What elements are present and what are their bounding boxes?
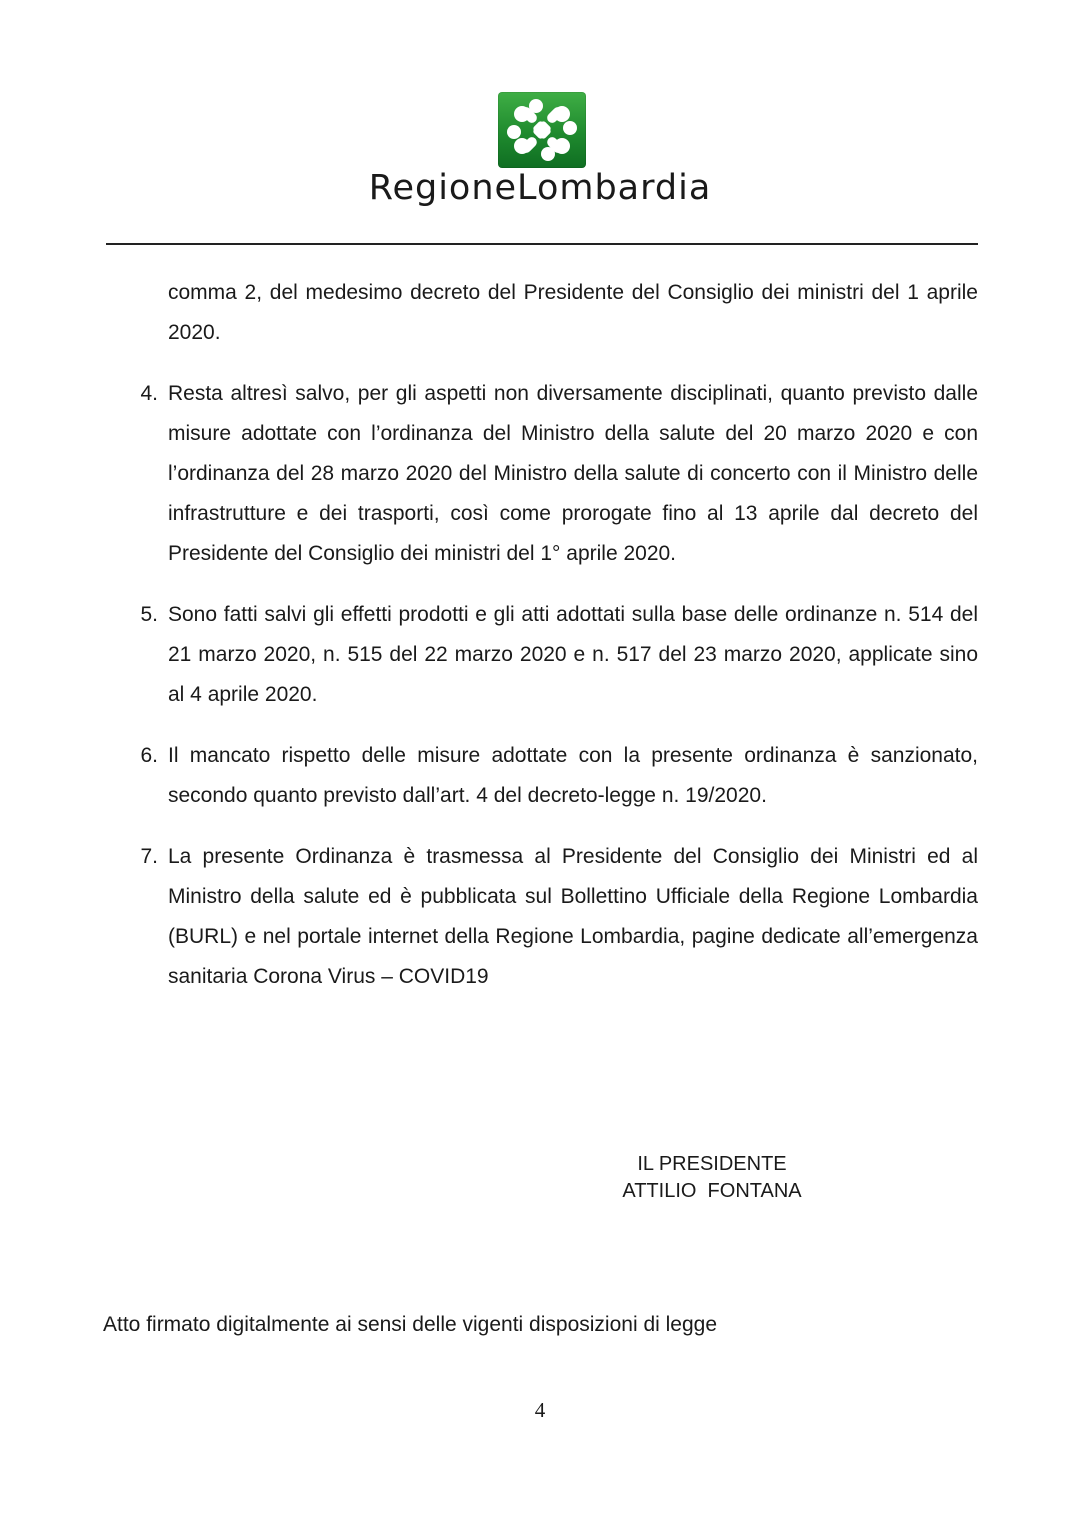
list-item-4 [106,374,978,574]
list-item-6 [106,736,978,816]
list-item-text: Il mancato rispetto delle misure adottate con la presente ordinanza è sanzionato, secondo quanto previsto dall’art. 4 del decreto-legge n. 19/2020. [168,744,978,807]
page-number: 4 [534,1398,546,1422]
list-item-number: 7. [140,845,158,868]
signature-title: IL PRESIDENTE [637,1153,787,1175]
list-item-number: 6. [140,744,158,767]
list-item-text: La presente Ordinanza è trasmessa al Presidente del Consiglio dei Ministri ed al Ministro della salute ed è pubblicata sul Bollettino Ufficiale della Regione Lombardia (BURL) e nel portale internet della Regione Lombardia, pagine dedicate all’emergenza sanitaria Corona Virus – COVID19 [168,845,978,988]
digital-signature-note: Atto firmato digitalmente ai sensi delle vigenti disposizioni di legge [103,1313,718,1336]
list-item-7 [106,837,978,997]
list-item-5 [106,595,978,715]
list-item-number: 5. [140,603,158,626]
brand-name: RegioneLombardia [368,168,712,208]
list-item-number: 4. [140,382,158,405]
list-item-text: Sono fatti salvi gli effetti prodotti e gli atti adottati sulla base delle ordinanze n. 514 del 21 marzo 2020, n. 515 del 22 marzo 2020 e n. 517 del 23 marzo 2020, applicate sino al 4 aprile 2020. [168,603,978,706]
header-divider [106,243,978,245]
regione-lombardia-logo [498,92,586,168]
document-body [106,273,978,1018]
signature-name: ATTILIO FONTANA [622,1180,802,1202]
continuation-paragraph: comma 2, del medesimo decreto del Presidente del Consiglio dei ministri del 1 aprile 2020. [168,281,978,344]
rosa-camuna-icon [498,92,586,168]
list-item-text: Resta altresì salvo, per gli aspetti non diversamente disciplinati, quanto previsto dalle misure adottate con l’ordinanza del Ministro della salute del 20 marzo 2020 e con l’ordinanza del 28 marzo 2020 del Ministro della salute di concerto con il Ministro delle infrastrutture e dei trasporti, così come prorogate fino al 13 aprile dal decreto del Presidente del Consiglio dei ministri del 1° aprile 2020. [168,382,978,565]
